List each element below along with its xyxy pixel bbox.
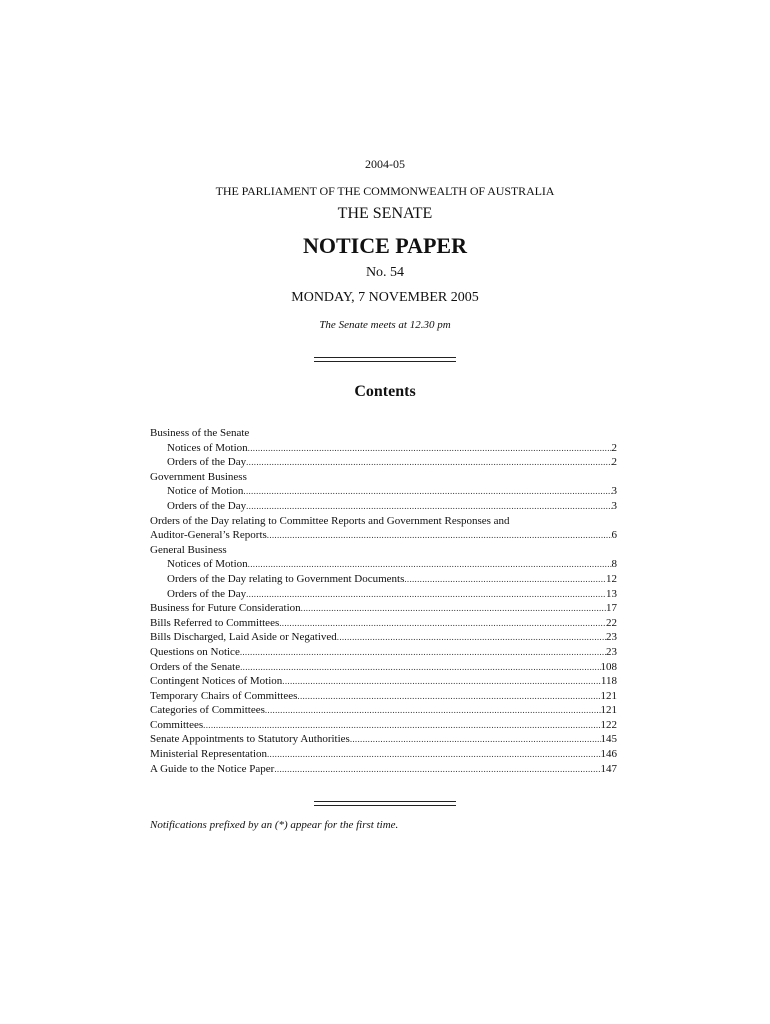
- toc-dot-leader: [267, 747, 601, 762]
- toc-dot-leader: [267, 528, 612, 543]
- toc-page-number: 12: [606, 572, 617, 585]
- meeting-time: The Senate meets at 12.30 pm: [319, 319, 451, 331]
- toc-entry-label: Temporary Chairs of Committees: [150, 689, 298, 702]
- toc-page-number: 22: [606, 616, 617, 629]
- toc-entry: [150, 616, 617, 631]
- toc-page-number: 23: [606, 631, 617, 644]
- toc-entry: [150, 587, 617, 602]
- session-year: 2004-05: [365, 157, 405, 171]
- toc-page-number: 121: [600, 689, 617, 702]
- toc-dot-leader: [279, 616, 606, 631]
- toc-entry-label: Bills Referred to Committees: [150, 616, 280, 629]
- toc-entry-label: A Guide to the Notice Paper: [150, 762, 275, 775]
- toc-dot-leader: [248, 441, 612, 456]
- toc-dot-leader: [246, 499, 611, 514]
- toc-page-number: 13: [606, 587, 617, 600]
- toc-page-number: 17: [606, 602, 617, 615]
- toc-dot-leader: [350, 732, 601, 747]
- toc-entry: [150, 441, 617, 456]
- toc-page-number: 118: [600, 675, 617, 688]
- toc-dot-leader: [282, 674, 601, 689]
- toc-page-number: 121: [600, 704, 617, 717]
- toc-entry-label: Orders of the Day: [167, 587, 247, 600]
- paper-number: No. 54: [365, 265, 405, 280]
- toc-page-number: 147: [600, 762, 617, 775]
- toc-entry: [150, 674, 617, 689]
- toc-entry: [150, 426, 617, 441]
- toc-entry-label: Orders of the Day relating to Government Documents: [167, 572, 405, 585]
- toc-dot-leader: [297, 689, 600, 704]
- table-of-contents: [150, 426, 617, 776]
- toc-page-number: 145: [600, 733, 617, 746]
- sitting-date: MONDAY, 7 NOVEMBER 2005: [291, 290, 479, 305]
- contents-heading: Contents: [354, 383, 416, 400]
- toc-entry: [150, 747, 617, 762]
- toc-entry: [150, 455, 617, 470]
- toc-entry-label: Business for Future Consideration: [150, 602, 301, 615]
- toc-page-number: 2: [611, 456, 617, 469]
- toc-entry: [150, 484, 617, 499]
- toc-entry: [150, 514, 617, 529]
- toc-page-number: 146: [600, 748, 617, 761]
- toc-entry-label: Business of the Senate: [150, 427, 250, 439]
- double-rule-divider: [314, 801, 456, 806]
- toc-entry-label: Categories of Committees: [150, 704, 265, 717]
- toc-entry-label: Ministerial Representation: [150, 748, 267, 761]
- toc-entry-label: Orders of the Day: [167, 499, 247, 512]
- toc-page-number: 8: [611, 558, 617, 571]
- toc-dot-leader: [404, 572, 606, 587]
- toc-dot-leader: [274, 762, 600, 777]
- toc-entry-label: Orders of the Senate: [150, 660, 241, 673]
- toc-page-number: 23: [606, 645, 617, 658]
- toc-entry-label: General Business: [150, 543, 227, 556]
- toc-page-number: 2: [611, 441, 617, 454]
- toc-entry-label: Contingent Notices of Motion: [150, 675, 283, 688]
- toc-entry: [150, 630, 617, 645]
- toc-entry: [150, 499, 617, 514]
- toc-entry-label: Notice of Motion: [167, 485, 244, 498]
- toc-entry-label: Orders of the Day relating to Committee Reports and Government Responses and: [150, 514, 510, 527]
- toc-entry: [150, 645, 617, 660]
- toc-entry-label: Government Business: [150, 470, 247, 483]
- toc-entry: [150, 660, 617, 675]
- toc-dot-leader: [248, 557, 612, 572]
- toc-entry: [150, 762, 617, 777]
- toc-dot-leader: [203, 718, 600, 733]
- toc-entry: [150, 470, 617, 485]
- footnote: Notifications prefixed by an (*) appear for the first time.: [150, 819, 399, 831]
- toc-dot-leader: [240, 645, 606, 660]
- toc-page-number: 108: [600, 660, 617, 673]
- chamber-name: THE SENATE: [337, 205, 433, 222]
- toc-entry-label: Auditor-General’s Reports: [150, 529, 267, 542]
- toc-dot-leader: [240, 660, 600, 675]
- toc-dot-leader: [265, 703, 601, 718]
- toc-page-number: 6: [611, 529, 617, 542]
- toc-page-number: 3: [611, 485, 617, 498]
- toc-entry: [150, 732, 617, 747]
- toc-entry: [150, 718, 617, 733]
- double-rule-divider: [314, 357, 456, 362]
- toc-entry-label: Bills Discharged, Laid Aside or Negatived: [150, 631, 337, 644]
- toc-entry: [150, 528, 617, 543]
- toc-page-number: 3: [611, 499, 617, 512]
- toc-page-number: 122: [600, 718, 617, 731]
- toc-dot-leader: [243, 484, 611, 499]
- toc-entry-label: Questions on Notice: [150, 645, 240, 658]
- toc-entry-label: Senate Appointments to Statutory Authorities: [150, 733, 350, 746]
- toc-entry: [150, 703, 617, 718]
- toc-dot-leader: [301, 601, 606, 616]
- toc-entry: [150, 601, 617, 616]
- toc-entry: [150, 557, 617, 572]
- toc-entry: [150, 543, 617, 558]
- toc-entry-label: Notices of Motion: [167, 441, 248, 454]
- toc-dot-leader: [337, 630, 606, 645]
- toc-entry: [150, 572, 617, 587]
- toc-dot-leader: [246, 587, 606, 602]
- toc-dot-leader: [246, 455, 611, 470]
- toc-entry: [150, 689, 617, 704]
- toc-entry-label: Orders of the Day: [167, 456, 247, 469]
- document-title: NOTICE PAPER: [303, 233, 467, 258]
- parliament-name: THE PARLIAMENT OF THE COMMONWEALTH OF AUSTRALIA: [215, 184, 555, 198]
- toc-entry-label: Committees: [150, 718, 204, 731]
- toc-entry-label: Notices of Motion: [167, 558, 248, 571]
